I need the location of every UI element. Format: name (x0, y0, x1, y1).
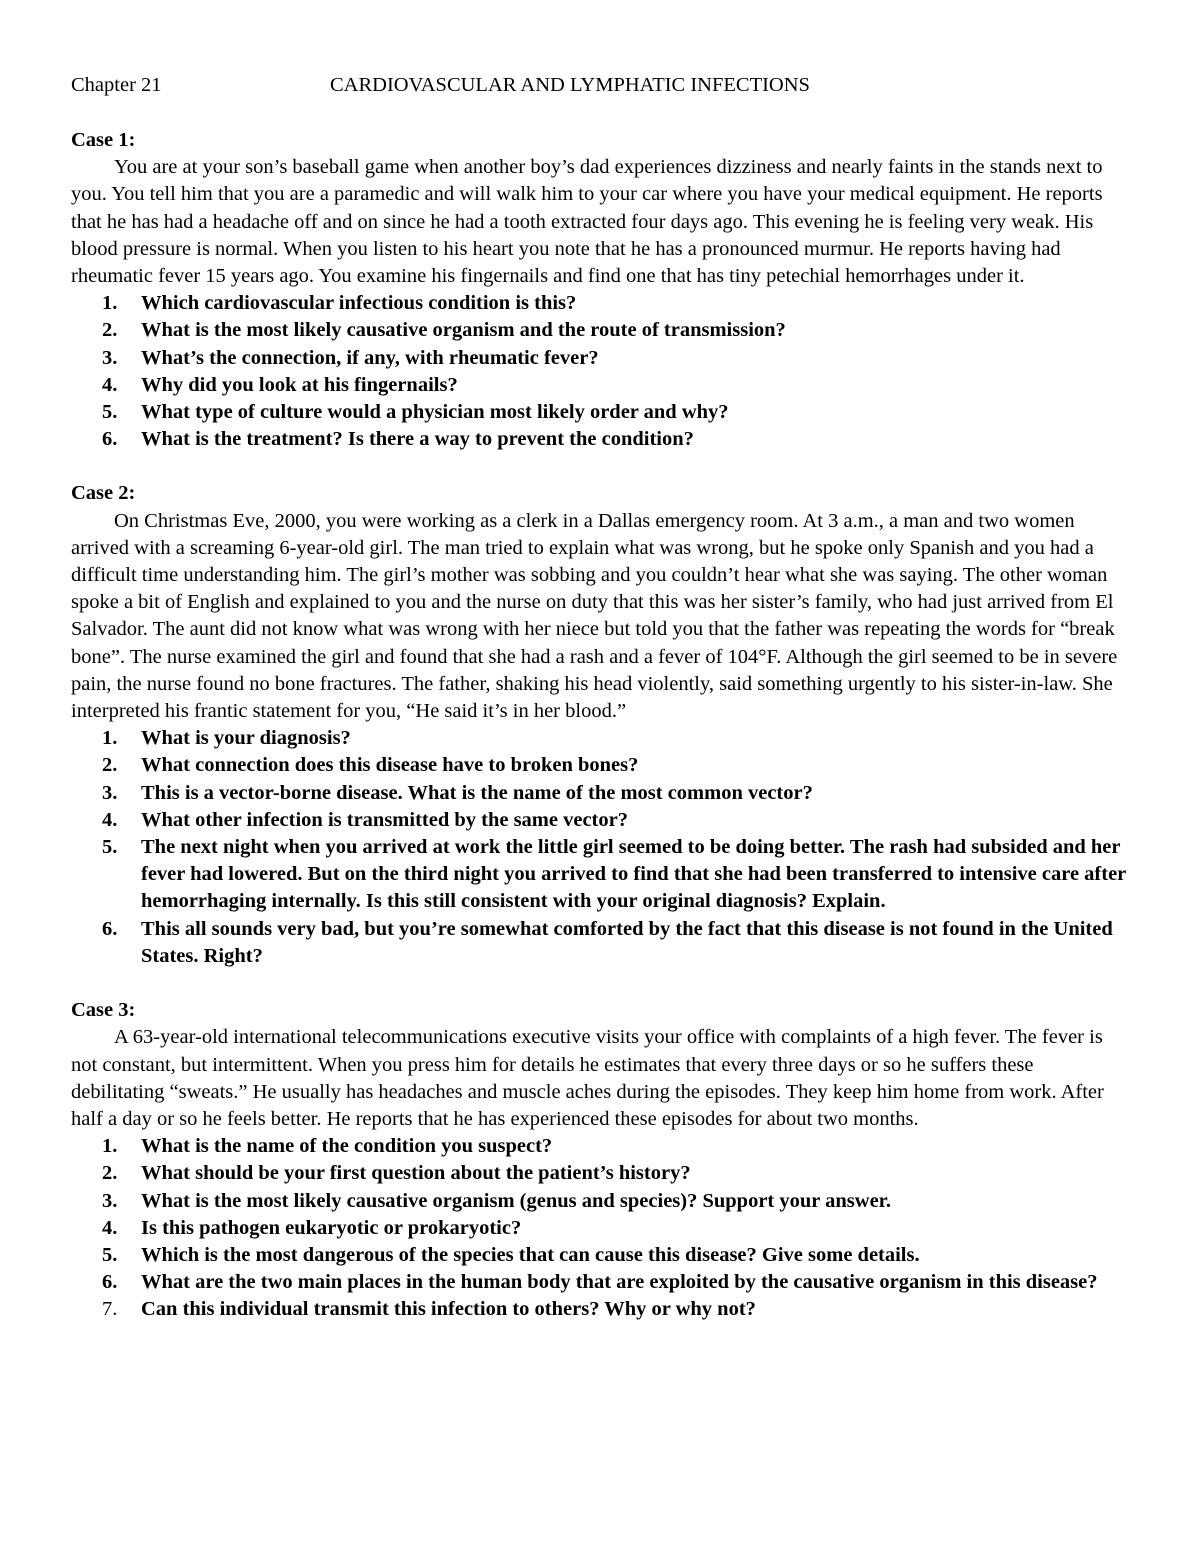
question-number: 2. (102, 754, 118, 777)
question-number: 5. (102, 1243, 118, 1266)
question-text: What is the treatment? Is there a way to prevent the condition? (141, 428, 694, 451)
question-text: The next night when you arrived at work the little girl seemed to be doing better. The rash had subsided and her fever had lowered. But on the third night you arrived to find that she had been transferred to intensive care after hemorrhaging internally. Is this still consistent with your original diagnosis? Explain. (141, 836, 1126, 913)
question-number: 2. (102, 1162, 118, 1185)
question-text: Which cardiovascular infectious condition is this? (141, 292, 577, 315)
question-text: This is a vector-borne disease. What is the name of the most common vector? (141, 781, 813, 804)
question-number: 2. (102, 319, 118, 342)
question-text: Why did you look at his fingernails? (141, 373, 458, 396)
question-item (71, 1133, 1131, 1160)
question-number: 3. (102, 346, 118, 369)
question-number: 4. (102, 808, 118, 831)
question-item (71, 1296, 1131, 1323)
question-list (71, 290, 1131, 453)
question-text: What’s the connection, if any, with rheumatic fever? (141, 346, 599, 369)
question-text: What is the name of the condition you suspect? (141, 1135, 553, 1158)
question-text: Which is the most dangerous of the species that can cause this disease? Give some details. (141, 1243, 920, 1266)
document-page (71, 72, 1131, 1324)
question-item (71, 752, 1131, 779)
question-number: 1. (102, 292, 118, 315)
question-item (71, 426, 1131, 453)
question-item (71, 372, 1131, 399)
question-item (71, 1269, 1131, 1296)
question-item (71, 1242, 1131, 1269)
question-text: What type of culture would a physician most likely order and why? (141, 401, 729, 424)
question-number: 1. (102, 727, 118, 750)
question-item (71, 1188, 1131, 1215)
case-heading: Case 1: (71, 129, 136, 151)
question-item (71, 317, 1131, 344)
case-narrative: A 63-year-old international telecommunications executive visits your office with complaints of a high fever. The fever is not constant, but intermittent. When you press him for details he estimates that every three days or so he suffers these debilitating “sweats.” He usually has headaches and muscle aches during the episodes. They keep him home from work. After half a day or so he feels better. He reports that he has experienced these episodes for about two months. (71, 1026, 1104, 1130)
question-number: 6. (102, 428, 118, 451)
chapter-title: CARDIOVASCULAR AND LYMPHATIC INFECTIONS (330, 74, 810, 96)
question-text: This all sounds very bad, but you’re somewhat comforted by the fact that this disease is not found in the United States. Right? (141, 917, 1113, 967)
case-1 (71, 127, 1131, 453)
question-item (71, 345, 1131, 372)
question-item (71, 780, 1131, 807)
chapter-label: Chapter 21 (71, 74, 162, 96)
question-text: Is this pathogen eukaryotic or prokaryotic? (141, 1216, 522, 1239)
question-number: 5. (102, 401, 118, 424)
case-narrative: On Christmas Eve, 2000, you were working as a clerk in a Dallas emergency room. At 3 a.m., a man and two women arrived with a screaming 6-year-old girl. The man tried to explain what was wrong, but he spoke only Spanish and you had a difficult time understanding him. The girl’s mother was sobbing and you couldn’t hear what she was saying. The other woman spoke a bit of English and explained to you and the nurse on duty that this was her sister’s family, who had just arrived from El Salvador. The aunt did not know what was wrong with her niece but told you that the father was repeating the words for “break bone”. The nurse examined the girl and found that she had a rash and a fever of 104°F. Although the girl seemed to be in severe pain, the nurse found no bone fractures. The father, shaking his head violently, said something urgently to his sister-in-law. She interpreted his frantic statement for you, “He said it’s in her blood.” (71, 509, 1118, 723)
case-heading: Case 3: (71, 999, 136, 1022)
question-text: What is the most likely causative organism (genus and species)? Support your answer. (141, 1189, 892, 1212)
question-number: 3. (102, 1189, 118, 1212)
question-number: 4. (102, 373, 118, 396)
question-number: 7. (102, 1298, 118, 1321)
question-text: Can this individual transmit this infection to others? Why or why not? (141, 1298, 756, 1321)
question-item (71, 1160, 1131, 1187)
question-item (71, 1215, 1131, 1242)
question-text: What is the most likely causative organism and the route of transmission? (141, 319, 786, 342)
question-text: What connection does this disease have to broken bones? (141, 754, 639, 777)
question-item (71, 807, 1131, 834)
question-item (71, 916, 1131, 970)
question-number: 6. (102, 917, 118, 940)
question-text: What other infection is transmitted by the same vector? (141, 808, 628, 831)
question-number: 1. (102, 1135, 118, 1158)
question-list (71, 1133, 1131, 1323)
question-item (71, 834, 1131, 916)
question-item (71, 399, 1131, 426)
question-text: What should be your first question about the patient’s history? (141, 1162, 691, 1185)
question-item (71, 290, 1131, 317)
question-text: What is your diagnosis? (141, 727, 351, 750)
question-text: What are the two main places in the human body that are exploited by the causative organism in this disease? (141, 1271, 1098, 1294)
question-number: 6. (102, 1271, 118, 1294)
case-heading: Case 2: (71, 482, 136, 505)
question-number: 3. (102, 781, 118, 804)
case-2 (71, 480, 1131, 970)
question-list (71, 725, 1131, 970)
question-number: 4. (102, 1216, 118, 1239)
case-3 (71, 997, 1131, 1323)
page-header (71, 72, 1131, 100)
question-number: 5. (102, 836, 118, 859)
question-item (71, 725, 1131, 752)
case-narrative: You are at your son’s baseball game when another boy’s dad experiences dizziness and nearly faints in the stands next to you. You tell him that you are a paramedic and will walk him to your car where you have your medical equipment. He reports that he has had a headache off and on since he had a tooth extracted four days ago. This evening he is feeling very weak. His blood pressure is normal. When you listen to his heart you note that he has a pronounced murmur. He reports having had rheumatic fever 15 years ago. You examine his fingernails and find one that has tiny petechial hemorrhages under it. (71, 156, 1103, 288)
